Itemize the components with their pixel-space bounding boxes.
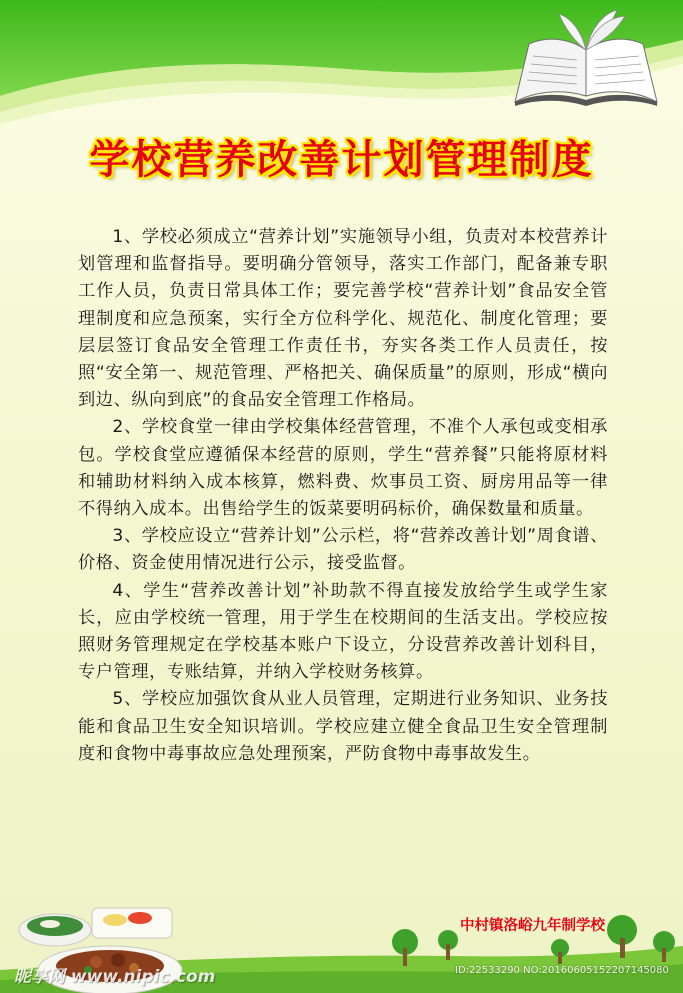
regulation-item-2: 2、学校食堂一律由学校集体经营管理，不准个人承包或变相承包。学校食堂应遵循保本经营的原则，学生“营养餐”只能将原材料和辅助材料纳入成本核算，燃料费、炊事员工资、厨房用品等一律不得纳入成本。出售给学生的饭菜要明码标价，确保数量和质量。 bbox=[78, 417, 608, 520]
open-book-icon bbox=[511, 8, 661, 108]
regulation-item-3: 3、学校应设立“营养计划”公示栏，将“营养改善计划”周食谱、价格、资金使用情况进行公示，接受监督。 bbox=[78, 526, 608, 574]
school-name: 中村镇洛峪九年制学校 bbox=[460, 918, 605, 934]
regulation-item-5: 5、学校应加强饮食从业人员管理，定期进行业务知识、业务技能和食品卫生安全知识培训。学校应建立健全食品卫生安全管理制度和食物中毒事故应急处理预案，严防食物中毒事故发生。 bbox=[78, 689, 608, 764]
regulation-body bbox=[78, 224, 608, 768]
site-watermark: 昵享网 www.nipic.com bbox=[14, 967, 216, 987]
regulation-item-4: 4、学生“营养改善计划”补助款不得直接发放给学生或学生家长，应由学校统一管理，用于学生在校期间的生活支出。学校应按照财务管理规定在学校基本账户下设立，分设营养改善计划科目，专户管理，专账结算，并纳入学校财务核算。 bbox=[78, 580, 608, 683]
image-id-label: ID:22533290 NO:20160605152207145080 bbox=[455, 965, 669, 976]
page-title: 学校营养改善计划管理制度 bbox=[89, 137, 594, 183]
regulation-item-1: 1、学校必须成立“营养计划”实施领导小组，负责对本校营养计划管理和监督指导。要明确分管领导，落实工作部门，配备兼专职工作人员，负责日常具体工作；要完善学校“营养计划”食品安全管理制度和应急预案，实行全方位科学化、规范化、制度化管理；要层层签订食品安全管理工作责任书，夯实各类工作人员责任，按照“安全第一、规范管理、严格把关、确保质量”的原则，形成“横向到边、纵向到底”的食品安全管理工作格局。 bbox=[78, 227, 608, 411]
